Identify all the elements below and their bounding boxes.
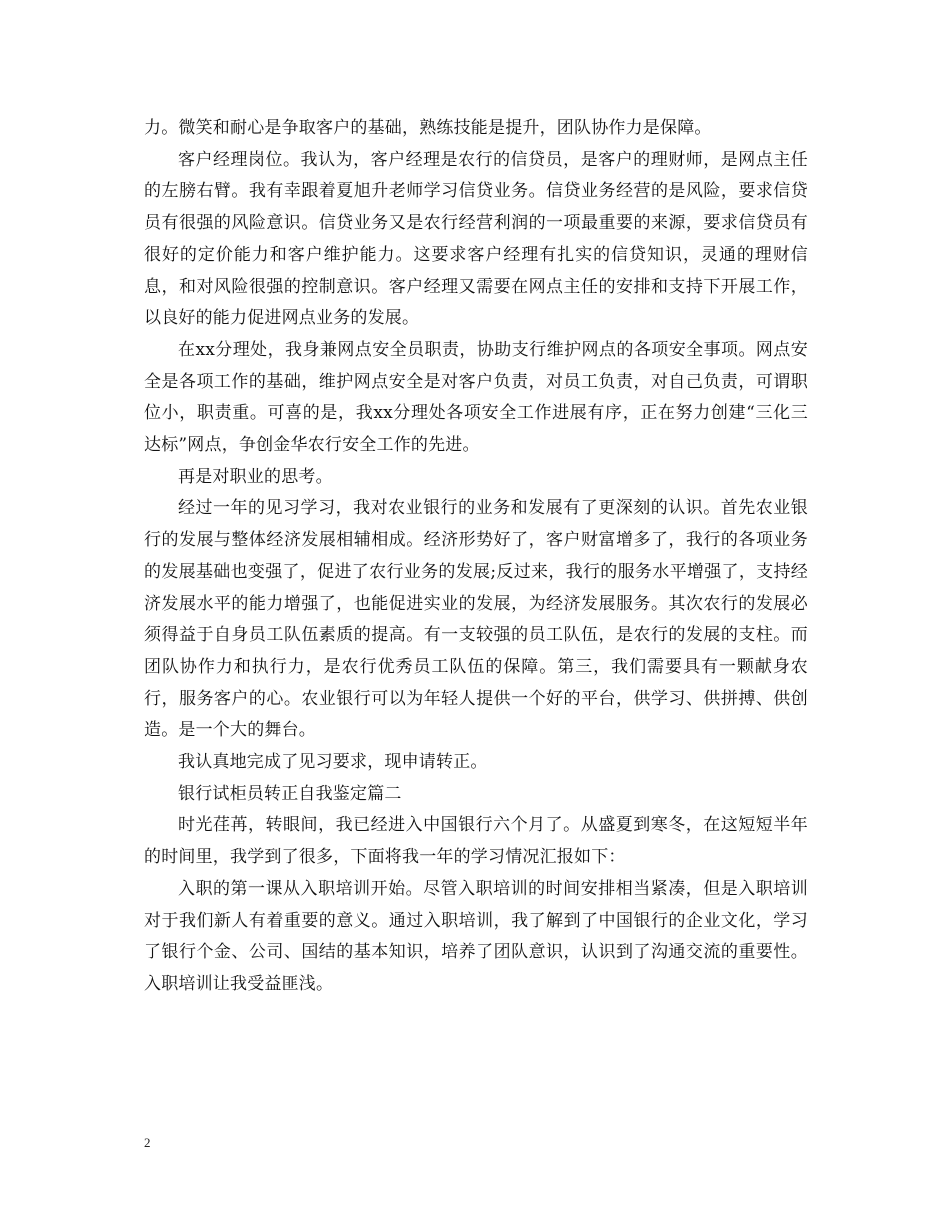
paragraph-6: 我认真地完成了见习要求，现申请转正。 <box>178 752 488 773</box>
paragraph-1: 力。微笑和耐心是争取客户的基础，熟练技能是提升，团队协作力是保障。 <box>144 118 712 138</box>
paragraph-8: 入职的第一课从入职培训开始。尽管入职培训的时间安排相当紧凑，但是入职培训对于我们新人有着重要的意义。通过入职培训，我了解到了中国银行的企业文化，学习了银行个金、公司、国结的基本知识，培养了团队意识，认识到了沟通交流的重要性。入职培训让我受益匪浅。 <box>144 878 808 994</box>
paragraph-4: 再是对职业的思考。 <box>178 466 333 487</box>
page-number: 2 <box>144 1135 151 1150</box>
document-body <box>144 113 808 1001</box>
paragraph-2: 客户经理岗位。我认为，客户经理是农行的信贷员，是客户的理财师，是网点主任的左膀右臂。我有幸跟着夏旭升老师学习信贷业务。信贷业务经营的是风险，要求信贷员有很强的风险意识。信贷业务又是农行经营利润的一项最重要的来源，要求信贷员有很好的定价能力和客户维护能力。这要求客户经理有扎实的信贷知识，灵通的理财信息，和对风险很强的控制意识。客户经理又需要在网点主任的安排和支持下开展工作，以良好的能力促进网点业务的发展。 <box>144 149 808 329</box>
paragraph-5: 经过一年的见习学习，我对农业银行的业务和发展有了更深刻的认识。首先农业银行的发展与整体经济发展相辅相成。经济形势好了，客户财富增多了，我行的各项业务的发展基础也变强了，促进了农行业务的发展;反过来，我行的服务水平增强了，支持经济发展水平的能力增强了，也能促进实业的发展，为经济发展服务。其次农行的发展必须得益于自身员工队伍素质的提高。有一支较强的员工队伍，是农行的发展的支柱。而团队协作力和执行力，是农行优秀员工队伍的保障。第三，我们需要具有一颗献身农行，服务客户的心。农业银行可以为年轻人提供一个好的平台，供学习、供拼搏、供创造。是一个大的舞台。 <box>144 498 808 741</box>
section-heading: 银行试柜员转正自我鉴定篇二 <box>178 783 402 804</box>
paragraph-7: 时光荏苒，转眼间，我已经进入中国银行六个月了。从盛夏到寒冬，在这短短半年的时间里，我学到了很多，下面将我一年的学习情况汇报如下： <box>144 815 808 868</box>
paragraph-3: 在xx分理处，我身兼网点安全员职责，协助支行维护网点的各项安全事项。网点安全是各项工作的基础，维护网点安全是对客户负责，对员工负责，对自己负责，可谓职位小，职责重。可喜的是，我xx分理处各项安全工作进展有序，正在努力创建“三化三达标”网点，争创金华农行安全工作的先进。 <box>144 339 808 456</box>
